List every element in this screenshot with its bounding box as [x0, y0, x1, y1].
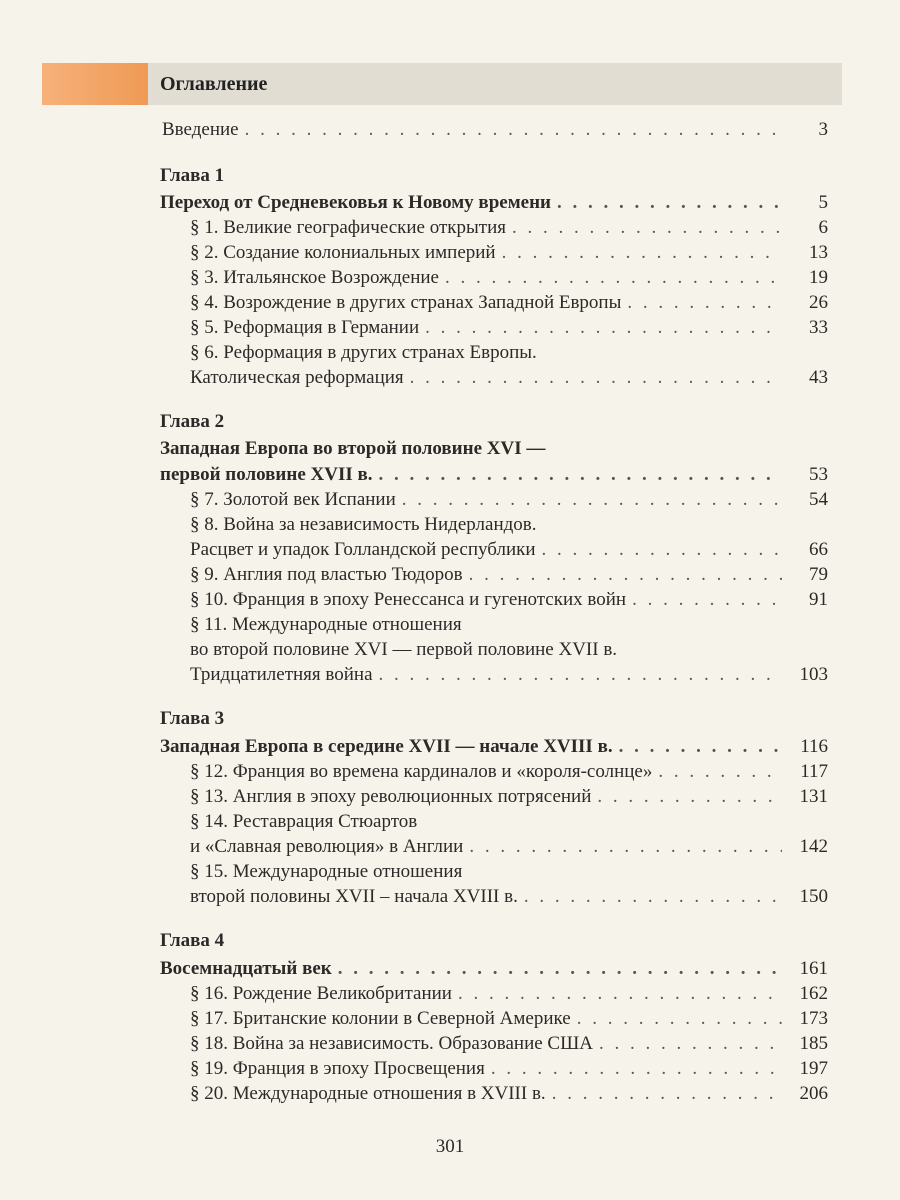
- toc-page-number: 43: [809, 367, 828, 388]
- dot-leader: [599, 1032, 782, 1056]
- section-title-continued: во второй половине XVI — первой половине XVII в.: [190, 639, 618, 660]
- chapter-title-continued: первой половине XVII в.: [160, 464, 373, 485]
- toc-section-12[interactable]: [0, 760, 900, 784]
- dot-leader: [512, 216, 782, 240]
- toc-section-1[interactable]: [0, 216, 900, 240]
- dot-leader: [619, 735, 782, 759]
- section-title: § 1. Великие географические открытия: [190, 217, 507, 238]
- dot-leader: [597, 785, 782, 809]
- section-title: § 11. Международные отношения: [190, 614, 462, 635]
- toc-page-number: 131: [799, 786, 828, 807]
- toc-page-number: 53: [809, 464, 828, 485]
- section-title: § 5. Реформация в Германии: [190, 317, 420, 338]
- dot-leader: [542, 538, 782, 562]
- toc-page-number: 162: [799, 983, 828, 1004]
- toc-page-number: 185: [799, 1033, 828, 1054]
- toc-page-number: 173: [799, 1008, 828, 1029]
- dot-leader: [658, 760, 782, 784]
- toc-page-number: 117: [800, 761, 828, 782]
- section-title: § 20. Международные отношения в XVIII в.: [190, 1083, 546, 1104]
- toc-section-18[interactable]: [0, 1032, 900, 1056]
- toc-chapter-3[interactable]: [0, 735, 900, 759]
- section-title: § 8. Война за независимость Нидерландов.: [190, 514, 537, 535]
- dot-leader: [552, 1082, 782, 1106]
- toc-section-16[interactable]: [0, 982, 900, 1006]
- section-title: § 18. Война за независимость. Образование США: [190, 1033, 593, 1054]
- toc-page-number: 142: [799, 836, 828, 857]
- section-title: § 17. Британские колонии в Северной Америке: [190, 1008, 571, 1029]
- toc-page-number: 13: [809, 242, 828, 263]
- section-title: § 10. Франция в эпоху Ренессанса и гугенотских войн: [190, 589, 627, 610]
- toc-page-number: 54: [809, 489, 828, 510]
- dot-leader: [557, 191, 782, 215]
- chapter-label: Глава 1: [160, 165, 225, 186]
- toc-page-number: 116: [800, 736, 828, 757]
- toc-page-number: 79: [809, 564, 828, 585]
- toc-page-number: 66: [809, 539, 828, 560]
- dot-leader: [632, 588, 782, 612]
- toc-section-14[interactable]: [0, 835, 900, 859]
- dot-leader: [338, 957, 782, 981]
- chapter-label: Глава 3: [160, 708, 225, 729]
- toc-section-6[interactable]: [0, 366, 900, 390]
- toc-entry-text: Введение: [162, 119, 239, 140]
- dot-leader: [469, 563, 782, 587]
- chapter-title: Западная Европа в середине XVII — начале XVIII в.: [160, 736, 613, 757]
- toc-page-number: 91: [809, 589, 828, 610]
- toc-section-19[interactable]: [0, 1057, 900, 1081]
- section-title-continued: Расцвет и упадок Голландской республики: [190, 539, 536, 560]
- dot-leader: [245, 118, 782, 142]
- section-title: § 6. Реформация в других странах Европы.: [190, 342, 537, 363]
- toc-page-number: 103: [799, 664, 828, 685]
- dot-leader: [458, 982, 782, 1006]
- section-title: § 4. Возрождение в других странах Западной Европы: [190, 292, 622, 313]
- dot-leader: [402, 488, 782, 512]
- dot-leader: [410, 366, 782, 390]
- toc-page-number: 19: [809, 267, 828, 288]
- toc-section-20[interactable]: [0, 1082, 900, 1106]
- toc-page-number: 3: [818, 119, 828, 140]
- toc-section-11[interactable]: [0, 663, 900, 687]
- dot-leader: [445, 266, 782, 290]
- toc-section-6-line-1[interactable]: [0, 341, 900, 365]
- toc-section-8-line-1[interactable]: [0, 513, 900, 537]
- section-title-continued: Католическая реформация: [190, 367, 404, 388]
- section-title: § 15. Международные отношения: [190, 861, 463, 882]
- dot-leader: [469, 835, 782, 859]
- chapter-label: Глава 2: [160, 411, 225, 432]
- toc-page-number: 150: [799, 886, 828, 907]
- section-title-continued: Тридцатилетняя война: [190, 664, 373, 685]
- toc-section-17[interactable]: [0, 1007, 900, 1031]
- toc-section-9[interactable]: [0, 563, 900, 587]
- section-title: § 19. Франция в эпоху Просвещения: [190, 1058, 485, 1079]
- toc-section-3[interactable]: [0, 266, 900, 290]
- toc-section-5[interactable]: [0, 316, 900, 340]
- toc-chapter-1[interactable]: [0, 191, 900, 215]
- dot-leader: [627, 291, 782, 315]
- section-title: § 14. Реставрация Стюартов: [190, 811, 418, 832]
- toc-page-number: 5: [818, 192, 828, 213]
- toc-chapter-2-line-1[interactable]: [0, 437, 900, 461]
- chapter-title: Восемнадцатый век: [160, 958, 332, 979]
- toc-page-number: 26: [809, 292, 828, 313]
- toc-chapter-2[interactable]: [0, 463, 900, 487]
- dot-leader: [425, 316, 782, 340]
- dot-leader: [379, 663, 782, 687]
- toc-chapter-4[interactable]: [0, 957, 900, 981]
- toc-section-15-line-1[interactable]: [0, 860, 900, 884]
- section-title: § 7. Золотой век Испании: [190, 489, 396, 510]
- dot-leader: [577, 1007, 782, 1031]
- toc-page-number: 6: [818, 217, 828, 238]
- toc-section-11-line-2[interactable]: [0, 638, 900, 662]
- dot-leader: [524, 885, 782, 909]
- section-title: § 3. Итальянское Возрождение: [190, 267, 439, 288]
- toc-page-number: 161: [799, 958, 828, 979]
- dot-leader: [491, 1057, 782, 1081]
- toc-entry-intro[interactable]: [0, 118, 900, 142]
- toc-section-2[interactable]: [0, 241, 900, 265]
- toc-section-13[interactable]: [0, 785, 900, 809]
- toc-section-14-line-1[interactable]: [0, 810, 900, 834]
- section-title: § 2. Создание колониальных империй: [190, 242, 496, 263]
- page-number-footer: 301: [435, 1136, 465, 1157]
- section-title-continued: второй половины XVII – начала XVIII в.: [190, 886, 518, 907]
- toc-page-number: 206: [799, 1083, 828, 1104]
- dot-leader: [379, 463, 783, 487]
- toc-section-4[interactable]: [0, 291, 900, 315]
- section-title: § 16. Рождение Великобритании: [190, 983, 452, 1004]
- chapter-title: Западная Европа во второй половине XVI —: [160, 438, 546, 459]
- section-title-continued: и «Славная революция» в Англии: [190, 836, 464, 857]
- toc-section-8[interactable]: [0, 538, 900, 562]
- toc-section-7[interactable]: [0, 488, 900, 512]
- page-title: Оглавление: [160, 72, 268, 95]
- toc-section-15[interactable]: [0, 885, 900, 909]
- toc-page-number: 197: [799, 1058, 828, 1079]
- toc-section-10[interactable]: [0, 588, 900, 612]
- section-title: § 13. Англия в эпоху революционных потрясений: [190, 786, 592, 807]
- section-title: § 9. Англия под властью Тюдоров: [190, 564, 463, 585]
- chapter-label: Глава 4: [160, 930, 225, 951]
- toc-page-number: 33: [809, 317, 828, 338]
- dot-leader: [502, 241, 782, 265]
- chapter-title: Переход от Средневековья к Новому времени: [160, 192, 551, 213]
- section-title: § 12. Франция во времена кардиналов и «короля-солнце»: [190, 761, 653, 782]
- toc-section-11-line-1[interactable]: [0, 613, 900, 637]
